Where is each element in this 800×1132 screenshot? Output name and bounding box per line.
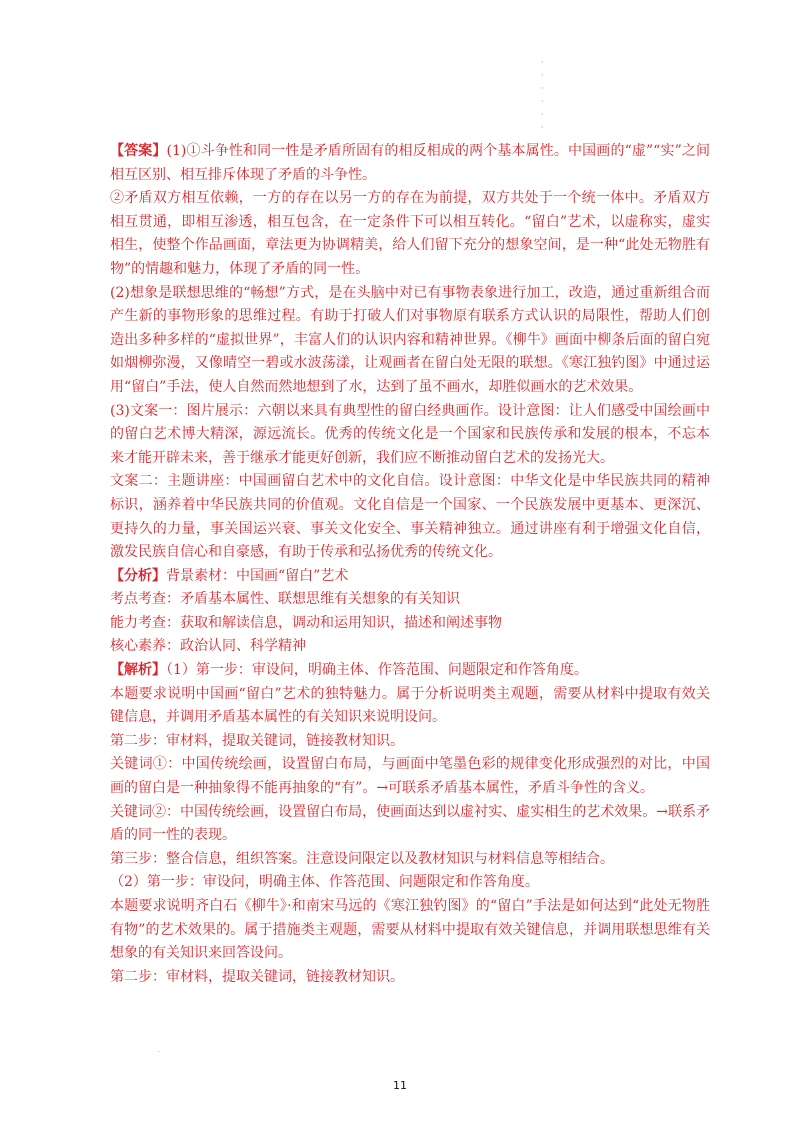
explanation-line: [110, 753, 710, 800]
answer-paragraph-4: [110, 400, 710, 471]
paragraph-text: （1）第一步：审设问，明确主体、作答范围、问题限定和作答角度。: [166, 662, 588, 679]
paragraph-text: ②矛盾双方相互依赖，一方的存在以另一方的存在为前提，双方共处于一个统一体中。矛盾双方相互贯通，即相互渗透，相互包含，在一定条件下可以相互转化。“留白”艺术，以虚称实，虚实相生，使整个作品画面，章法更为协调精美，给人们留下充分的想象空间，是一种“此处无物胜有物”的情趣和魅力，体现了矛盾的同一性。: [110, 190, 710, 277]
paragraph-text: (3)文案一：图片展示：六朝以来具有典型性的留白经典画作。设计意图：让人们感受中国绘画中的留白艺术博大精深，源远流长。优秀的传统文化是一个国家和民族传承和发展的根本，不忘本来才能开辟未来，善于继承才能更好创新，我们应不断推动留白艺术的发扬光大。: [110, 402, 710, 466]
paragraph-text: 文案二：主题讲座：中国画留白艺术中的文化自信。设计意图：中华文化是中华民族共同的精神标识，涵养着中华民族共同的价值观。文化自信是一个国家、一个民族发展中更基本、更深沉、更持久的力量，事关国运兴衰、事关文化安全、事关精神独立。通过讲座有利于增强文化自信，激发民族自信心和自豪感，有助于传承和弘扬优秀的传统文化。: [110, 473, 710, 561]
paragraph-text: (2)想象是联想思维的“畅想”方式，是在头脑中对已有事物表象进行加工，改造，通过重新组合而产生新的事物形象的思维过程。有助于打破人们对事物原有联系方式认识的局限性，帮助人们创造出多种多样的“虚拟世界”，丰富人们的认识内容和精神世界。《柳牛》画面中柳条后面的留白宛如烟柳弥漫，又像晴空一碧或水波荡漾，让观画者在留白处无限的联想。《寒江独钓图》中通过运用“留白”手法，使人自然而然地想到了水，达到了虽不画水，却胜似画水的艺术效果。: [110, 284, 710, 395]
paragraph-text: 本题要求说明中国画“留白”艺术的独特魅力。属于分析说明类主观题，需要从材料中提取有效关键信息，并调用矛盾基本属性的有关知识来说明设问。: [110, 685, 710, 726]
paragraph-text: 考点考查：矛盾基本属性、联想思维有关想象的有关知识: [110, 591, 460, 608]
analysis-line: [110, 635, 710, 659]
explanation-line: [110, 683, 710, 730]
answer-paragraph-2: [110, 187, 710, 281]
paragraph-text: 关键词②：中国传统绘画，设置留白布局，使画面达到以虚衬实、虚实相生的艺术效果。→联系矛盾的同一性的表现。: [110, 803, 710, 844]
header-dot: ·: [541, 84, 544, 93]
answer-paragraph-1: [110, 140, 710, 187]
paragraph-text: 第三步：整合信息，组织答案。注意设问限定以及教材知识与材料信息等相结合。: [110, 850, 614, 867]
header-dot: ·: [541, 110, 544, 119]
paragraph-text: 背景素材：中国画“留白”艺术: [166, 567, 349, 584]
paragraph-text: （2）第一步：审设问，明确主体、作答范围、问题限定和作答角度。: [110, 874, 539, 891]
explanation-line: [110, 801, 710, 848]
footer-mark: ·: [158, 1048, 161, 1056]
paragraph-text: 关键词①：中国传统绘画，设置留白布局，与画面中笔墨色彩的规律变化形成强烈的对比，中国画的留白是一种抽象得不能再抽象的“有”。→可联系矛盾基本属性，矛盾斗争性的含义。: [110, 756, 710, 797]
header-dot: ·: [541, 58, 544, 67]
analysis-paragraph: [110, 565, 710, 589]
analysis-line: [110, 588, 710, 612]
explanation-line: [110, 871, 710, 895]
header-dot: ·: [541, 97, 544, 106]
paragraph-text: 第二步：审材料，提取关键词，链接教材知识。: [110, 968, 404, 985]
paragraph-text: 能力考查：获取和解读信息，调动和运用知识，描述和阐述事物: [110, 614, 502, 631]
answer-content: [110, 140, 710, 989]
answer-paragraph-3: [110, 282, 710, 400]
page-number: 11: [393, 1079, 407, 1092]
explanation-line: [110, 848, 710, 872]
answer-tag: 【答案】: [110, 143, 167, 159]
explanation-paragraph: [110, 659, 710, 683]
paragraph-text: (1)①斗争性和同一性是矛盾所固有的相反相成的两个基本属性。中国画的“虚”“实”之间相互区别、相互排斥体现了矛盾的斗争性。: [110, 143, 710, 183]
paragraph-text: 核心素养：政治认同、科学精神: [110, 638, 306, 655]
analysis-line: [110, 612, 710, 636]
header-dot: ·: [541, 71, 544, 80]
explanation-line: [110, 895, 710, 966]
explanation-line: [110, 966, 710, 990]
header-dot: ·: [541, 123, 544, 132]
explanation-line: [110, 730, 710, 754]
answer-paragraph-5: [110, 470, 710, 564]
paragraph-text: 第二步：审材料，提取关键词，链接教材知识。: [110, 732, 404, 749]
paragraph-text: 本题要求说明齐白石《柳牛》·和南宋马远的《寒江独钓图》的“留白”手法是如何达到“此处无物胜有物”的艺术效果的。属于措施类主观题，需要从材料中提取有效关键信息，并调用联想思维有关想象的有关知识来回答设问。: [110, 898, 710, 962]
explanation-tag: 【解析】: [110, 662, 166, 679]
header-dot-column: [541, 56, 547, 134]
analysis-tag: 【分析】: [110, 567, 166, 584]
